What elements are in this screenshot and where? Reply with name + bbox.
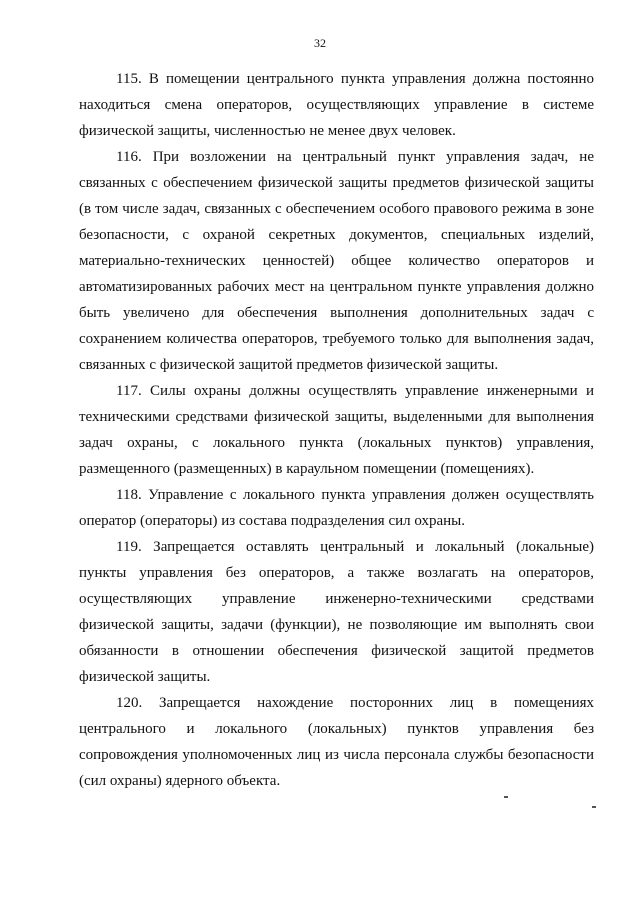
paragraph-116: 116. При возложении на центральный пункт управления задач, не связанных с обеспечением физической защиты предметов физической защиты (в том числе задач, связанных с обеспечением особого правового режима в зоне безопасности, с охраной секретных документов, специальных изделий, материально-технических ценностей) общее количество операторов и автоматизированных рабочих мест на центральном пункте управления должно быть увеличено для обеспечения выполнения дополнительных задач с сохранением количества операторов, требуемого только для выполнения задач, связанных с физической защитой предметов физической защиты. [79, 149, 594, 373]
page-number: 32 [314, 36, 326, 50]
paragraph-119: 119. Запрещается оставлять центральный и локальный (локальные) пункты управления без операторов, а также возлагать на операторов, осуществляющих управление инженерно-техническими средствами физической защиты, задачи (функции), не позволяющие им выполнять свои обязанности в отношении обеспечения физической защитой предметов физической защиты. [79, 539, 594, 685]
paragraph-118: 118. Управление с локального пункта управления должен осуществлять оператор (операторы) из состава подразделения сил охраны. [79, 487, 594, 529]
paragraph-117: 117. Силы охраны должны осуществлять управление инженерными и техническими средствами физической защиты, выделенными для выполнения задач охраны, с локального пункта (локальных пунктов) управления, размещенного (размещенных) в караульном помещении (помещениях). [79, 383, 594, 477]
scan-artifact-mark [504, 796, 508, 798]
scan-artifact-mark [592, 806, 596, 808]
paragraph-115: 115. В помещении центрального пункта управления должна постоянно находиться смена операторов, осуществляющих управление в системе физической защиты, численностью не менее двух человек. [79, 71, 594, 139]
paragraph-120: 120. Запрещается нахождение посторонних лиц в помещениях центрального и локального (локальных) пунктов управления без сопровождения уполномоченных лиц из числа персонала службы безопасности (сил охраны) ядерного объекта. [79, 695, 594, 789]
document-body [79, 66, 594, 794]
